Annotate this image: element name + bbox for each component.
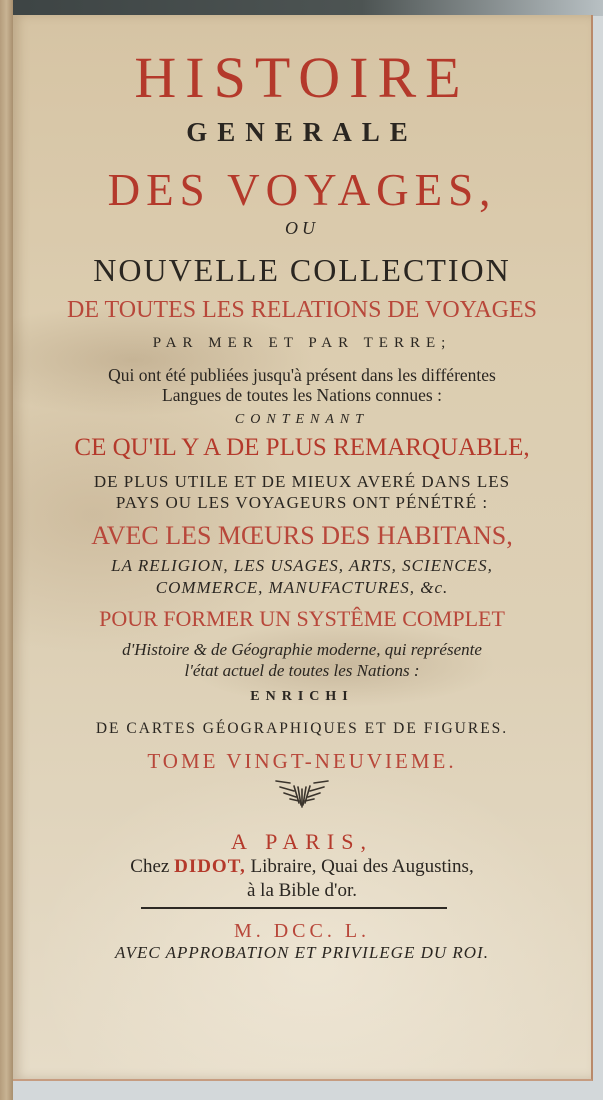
content-utile: DE PLUS UTILE ET DE MIEUX AVERÉ DANS LES [93, 472, 511, 491]
title-page [13, 15, 593, 1081]
imprint-prefix: Chez [130, 856, 170, 877]
subtitle-relations: DE TOUTES LES RELATIONS DE VOYAGES [66, 297, 537, 323]
book-spine-edge [0, 0, 13, 1100]
publication-year: M. DCC. L. [233, 920, 371, 942]
purpose-histoire: d'Histoire & de Géographie moderne, qui représente [122, 640, 482, 659]
content-pays: PAYS OU LES VOYAGEURS ONT PÉNÉTRÉ : [115, 493, 489, 512]
imprint-address: Libraire, Quai des Augustins, [250, 856, 474, 877]
title-des-voyages: DES VOYAGES, [107, 165, 497, 215]
content-remarquable: CE QU'IL Y A DE PLUS REMARQUABLE, [74, 434, 530, 461]
conjunction-ou: OU [285, 218, 319, 238]
enrichi-cartes: DE CARTES GÉOGRAPHIQUES ET DE FIGURES. [95, 720, 509, 737]
title-histoire: HISTOIRE [134, 45, 470, 110]
subtitle-nouvelle-collection: NOUVELLE COLLECTION [93, 252, 511, 288]
royal-privilege: AVEC APPROBATION ET PRIVILEGE DU ROI. [115, 943, 489, 962]
description-line-1: Qui ont été publiées jusqu'à présent dans les différentes [108, 365, 496, 385]
purpose-etat: l'état actuel de toutes les Nations : [184, 661, 420, 680]
purpose-systeme: POUR FORMER UN SYSTÊME COMPLET [99, 606, 505, 631]
sunburst-ornament-icon [272, 777, 332, 811]
contenant-heading: CONTENANT [234, 412, 370, 427]
enrichi-heading: ENRICHI [250, 689, 354, 704]
content-commerce: COMMERCE, MANUFACTURES, &c. [155, 578, 449, 597]
title-generale: GENERALE [186, 117, 418, 147]
content-moeurs: AVEC LES MŒURS DES HABITANS, [91, 521, 513, 550]
volume-tome: TOME VINGT-NEUVIEME. [147, 749, 457, 773]
description-line-2: Langues de toutes les Nations connues : [162, 385, 442, 405]
imprint-bible-dor: à la Bible d'or. [246, 880, 357, 901]
imprint-city: A PARIS, [230, 829, 373, 854]
subtitle-par-mer: PAR MER ET PAR TERRE; [152, 335, 452, 351]
horizontal-rule [141, 907, 447, 909]
background-shadow [0, 0, 603, 16]
imprint-printer-name: DIDOT, [174, 856, 246, 877]
content-religion: LA RELIGION, LES USAGES, ARTS, SCIENCES, [111, 556, 493, 575]
imprint-printer-line [13, 857, 591, 876]
